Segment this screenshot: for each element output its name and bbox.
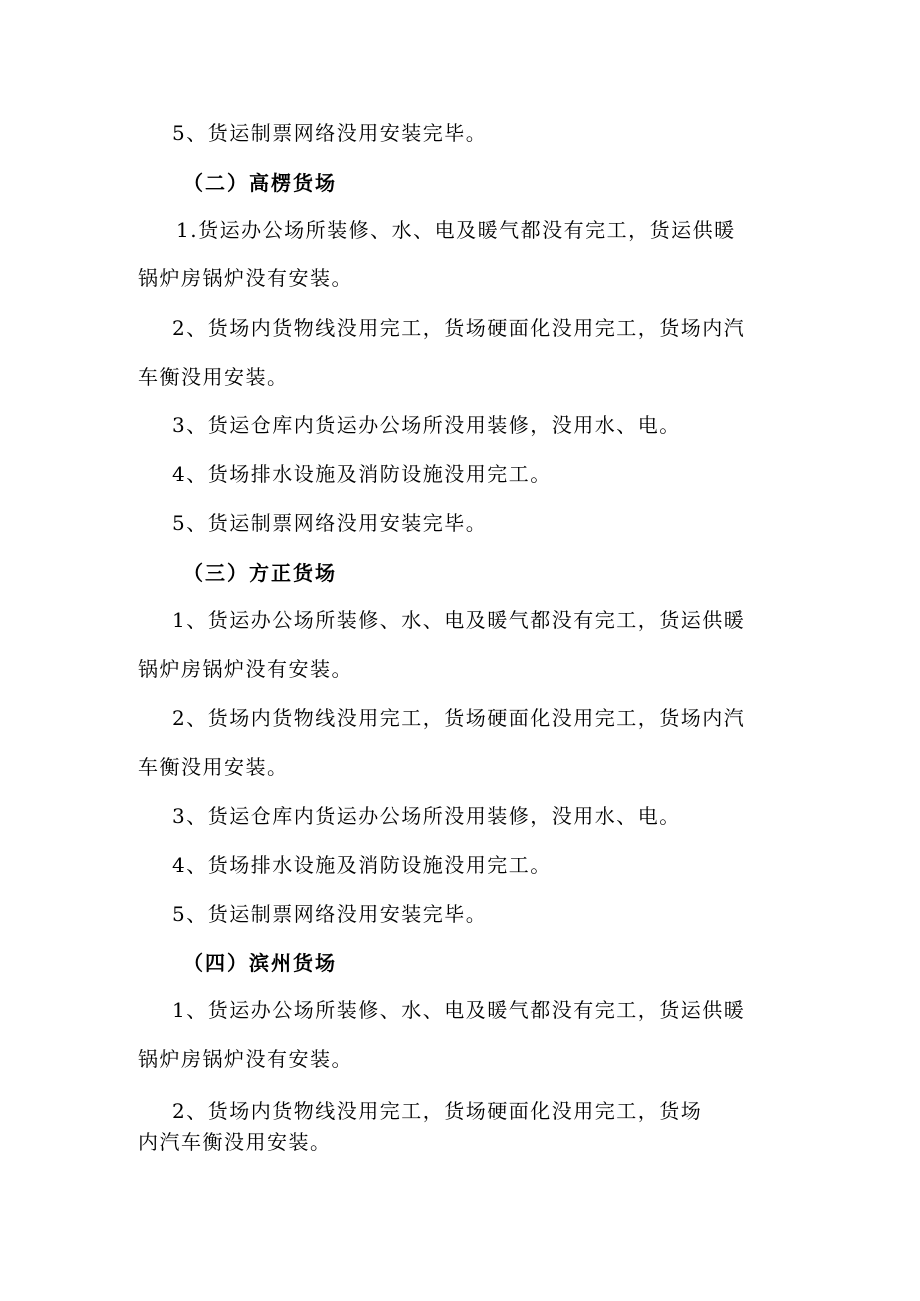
item-5-line: 5、货运制票网络没用安装完毕。 (172, 511, 488, 535)
item-1-line-2: 锅炉房锅炉没有安装。 (138, 266, 353, 290)
item-4-line: 4、货场排水设施及消防设施没用完工。 (172, 853, 552, 877)
item-5-line: 5、货运制票网络没用安装完毕。 (172, 121, 488, 145)
item-2-line-1: 2、货场内货物线没用完工，货场硬面化没用完工，货场内汽 (172, 316, 746, 340)
section-heading-fangzheng: （三）方正货场 (183, 561, 337, 585)
section-heading-binzhou: （四）滨州货场 (183, 951, 337, 975)
section-heading-gaoleng: （二）高楞货场 (183, 171, 337, 195)
item-2-line-1: 2、货场内货物线没用完工，货场硬面化没用完工，货场内汽 (172, 706, 746, 730)
item-2-line-2: 车衡没用安装。 (138, 365, 289, 389)
item-4-line: 4、货场排水设施及消防设施没用完工。 (172, 462, 552, 486)
item-2-line-1: 2、货场内货物线没用完工，货场硬面化没用完工，货场 (172, 1099, 703, 1123)
item-5-line: 5、货运制票网络没用安装完毕。 (172, 902, 488, 926)
item-1-line-1: 1.货运办公场所装修、水、电及暖气都没有完工，货运供暖 (176, 218, 736, 242)
item-2-line-2: 车衡没用安装。 (138, 755, 289, 779)
item-3-line: 3、货运仓库内货运办公场所没用装修，没用水、电。 (172, 413, 681, 437)
item-3-line: 3、货运仓库内货运办公场所没用装修，没用水、电。 (172, 804, 681, 828)
item-1-line-2: 锅炉房锅炉没有安装。 (138, 657, 353, 681)
item-1-line-2: 锅炉房锅炉没有安装。 (138, 1047, 353, 1071)
item-1-line-1: 1、货运办公场所装修、水、电及暖气都没有完工，货运供暖 (172, 608, 746, 632)
item-2-line-2: 内汽车衡没用安装。 (138, 1130, 332, 1154)
item-1-line-1: 1、货运办公场所装修、水、电及暖气都没有完工，货运供暖 (172, 998, 746, 1022)
